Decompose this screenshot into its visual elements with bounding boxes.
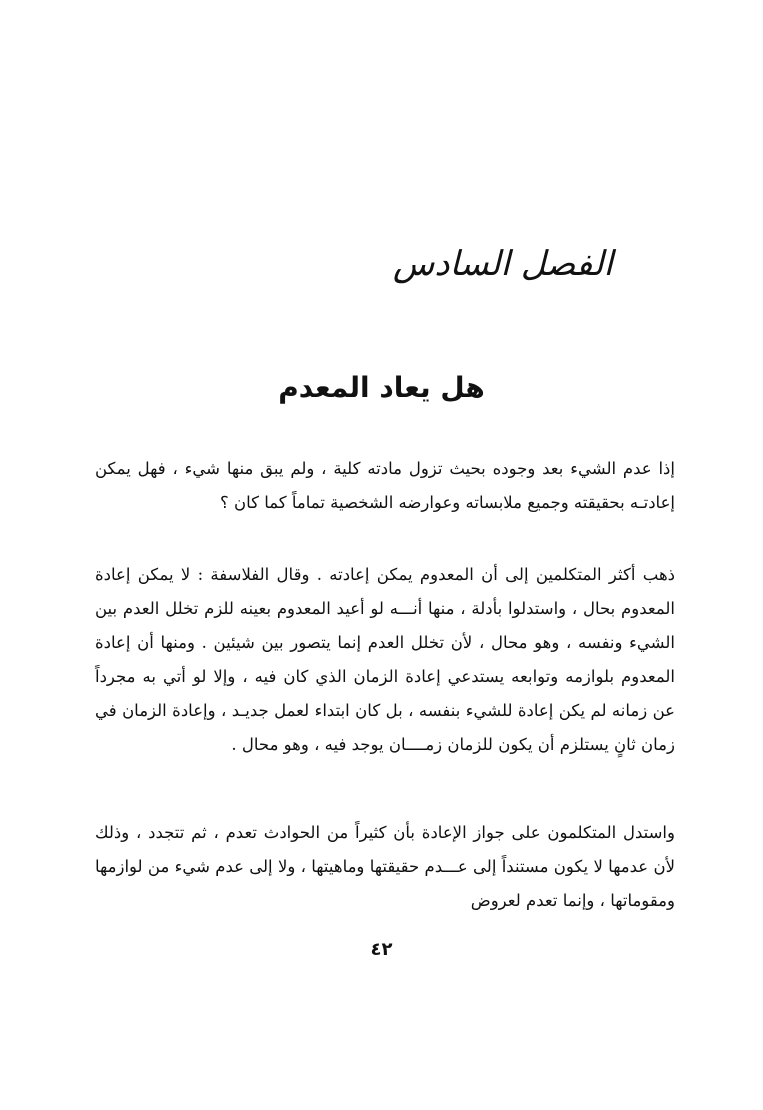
section-title: هل يعاد المعدم — [278, 371, 485, 404]
page-number: ٤٢ — [370, 939, 393, 960]
chapter-heading: الفصل السادس — [392, 244, 613, 284]
paragraph-3: واستدل المتكلمون على جواز الإعادة بأن كثيراً من الحوادث تعدم ، ثم تتجدد ، وذلك لأن عدمها لا يكون مستنداً إلى عـــدم حقيقتها وماهيتها ، ولا إلى عدم شيء من لوازمها ومقوماتها ، وإنما تعدم لعروض — [95, 823, 675, 910]
paragraph-1: إذا عدم الشيء بعد وجوده بحيث تزول مادته كلية ، ولم يبق منها شيء ، فهل يمكن إعادتـه بحقيقته وجميع ملابساته وعوارضه الشخصية تماماً كما كان ؟ — [95, 459, 675, 512]
paragraph-2: ذهب أكثر المتكلمين إلى أن المعدوم يمكن إعادته . وقال الفلاسفة : لا يمكن إعادة المعدوم بحال ، واستدلوا بأدلة ، منها أنـــه لو أعيد المعدوم بعينه للزم تخلل العدم بين الشيء ونفسه ، وهو محال ، لأن تخلل العدم إنما يتصور بين شيئين . ومنها أن إعادة المعدوم بلوازمه وتوابعه يستدعي إعادة الزمان الذي كان فيه ، وإلا لو أتي به مجرداً عن زمانه لم يكن إعادة للشيء بنفسه ، بل كان ابتداء لعمل جديـد ، وإعادة الزمان في زمان ثانٍ يستلزم أن يكون للزمان زمــــان يوجد فيه ، وهو محال . — [95, 565, 675, 754]
